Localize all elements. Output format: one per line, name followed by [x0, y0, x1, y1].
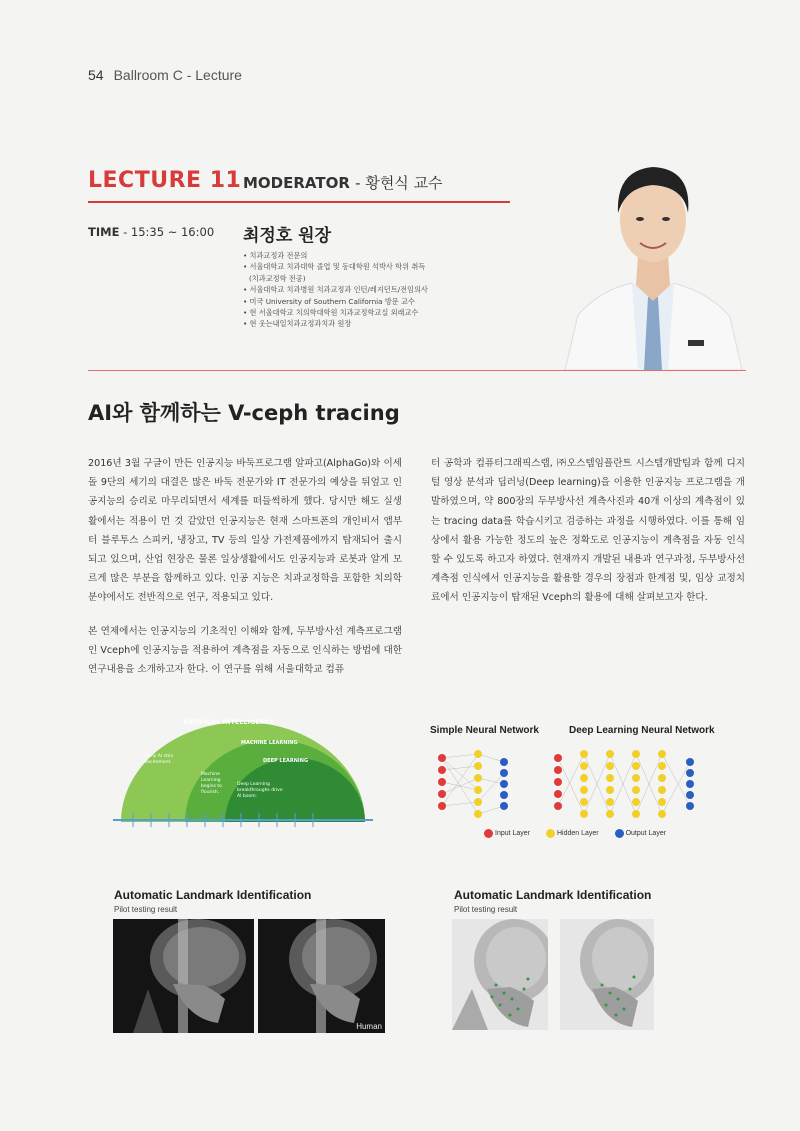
nn-legend — [484, 829, 666, 838]
bio-line: • 현 서울대학교 치의학대학원 치과교정학교실 외래교수 — [243, 308, 419, 318]
output-layer-swatch — [615, 829, 624, 838]
time-label: TIME — [88, 225, 120, 239]
section-divider — [88, 370, 746, 371]
landmark-left-title: Automatic Landmark Identification — [114, 888, 312, 902]
dl-label: DEEP LEARNING — [263, 758, 309, 764]
paragraph: 터 공학과 컴퓨터그래픽스랩, ㈜오스템임플란트 시스템개발팀과 함께 디지털 영상 분석과 딥러닝(Deep learning)을 이용한 인공지능 프로그램을 개발하였으며, 약 800장의 두부방사선 계측사진과 40개 이상의 계측점이 있는 tracing data를 학습시키고 검증하는 과정을 시행하였다. 이를 통해 임상에서 활용 가능한 정도의 높은 정확도로 인공지능이 계측점을 자동 인식할 수 있도록 하고자 하였다. 현재까지 개발된 내용과 연구과정, 두부방사선 계측점 인식에서 인공지능을 활용할 경우의 장점과 한계점 및, 임상 교정치료에서 인공지능이 탑재된 Vceph의 활용에 대해 살펴보고자 한다. — [431, 458, 745, 604]
speaker-photo — [560, 125, 746, 370]
bio-line: • 미국 University of Southern California 방문 교수 — [243, 296, 415, 306]
input-layer-swatch — [484, 829, 493, 838]
speaker-name: 최정호 원장 — [243, 226, 332, 246]
landmark-left-subtitle: Pilot testing result — [114, 905, 178, 914]
page-number: 54 — [88, 67, 104, 83]
body-left-column — [88, 454, 402, 693]
bio-line: • 현 웃는내일치과교정과치과 원장 — [243, 319, 352, 329]
landmark-right-title: Automatic Landmark Identification — [454, 888, 652, 902]
ml-label: MACHINE LEARNING — [241, 740, 298, 746]
bio-line: (치과교정학 전공) — [249, 273, 306, 283]
legend-label: Hidden Layer — [556, 830, 599, 838]
dl-desc-text: Deep Learning breakthroughs drive AI boom. — [237, 782, 283, 799]
running-header — [88, 67, 242, 83]
landmark-right-subtitle: Pilot testing result — [454, 905, 518, 914]
early-ai-text: Early AI stirs excitement. — [145, 754, 174, 765]
legend-label: Input Layer — [495, 830, 531, 838]
overlay-label: Human — [356, 1022, 382, 1031]
time-value: 15:35 ~ 16:00 — [130, 225, 215, 239]
bio-line: • 치과교정과 전문의 — [243, 251, 308, 260]
moderator-prefix: MODERATOR — [243, 174, 350, 192]
xray-image — [452, 919, 548, 1030]
moderator-dash: - — [355, 174, 366, 192]
legend-label: Output Layer — [625, 830, 667, 838]
paragraph: 본 연제에서는 인공지능의 기초적인 이해와 함께, 두부방사선 계측프로그램인 Vceph에 인공지능을 적용하여 계측점을 자동으로 인식하는 방법에 대한 연구내용을 소개하고자 한다. 이 연구를 위해 서울대학교 컴퓨 — [88, 625, 402, 676]
legend-item — [484, 830, 530, 837]
bio-line: • 서울대학교 치과병원 치과교정과 인턴/레지던트/전임의사 — [243, 285, 428, 295]
xray-image — [113, 919, 254, 1033]
speaker-bio — [243, 250, 523, 330]
body-right-column — [431, 454, 745, 622]
legend-item — [615, 830, 666, 837]
moderator-name: 황현식 교수 — [365, 174, 443, 192]
bio-line: • 서울대학교 치과대학 졸업 및 동대학원 석박사 학위 취득 — [243, 262, 426, 272]
paragraph: 2016년 3월 구글이 만든 인공지능 바둑프로그램 알파고(AlphaGo)와 이세돌 9단의 세기의 대결은 많은 바둑 전문가와 IT 전문가의 예상을 뒤엎고 인공지능의 승리로 마무리되면서 세계를 떠들썩하게 했다. 당시만 해도 실생활에서는 적용이 먼 것 같았던 인공지능은 현재 스마트폰의 개인비서 앱부터 블루투스 스피커, 냉장고, TV 등의 일상 가전제품에까지 탑재되어 출시되고 있으며, 산업 현장은 물론 일상생활에서도 인공지능과 로봇과 알게 모르게 많은 부분을 함께하고 있다. 인공 지능은 치과교정학을 포함한 치의학분야에서도 전반적으로 연구, 적용되고 있다. — [88, 458, 402, 604]
section-name: Ballroom C - Lecture — [113, 67, 242, 83]
hidden-layer-swatch — [546, 829, 555, 838]
ai-label: ARTIFICAL INTELLIGENCE — [183, 718, 275, 726]
time-line: TIME - 15:35 ~ 16:00 — [88, 225, 215, 239]
deep-nn-title: Deep Learning Neural Network — [569, 725, 715, 736]
xray-image — [258, 919, 385, 1033]
ml-desc-text: Machine Learning begins to flourish. — [201, 772, 222, 795]
ai-diagram — [113, 712, 373, 842]
lecture-label: LECTURE 11 — [88, 168, 242, 193]
article-title: AI와 함께하는 V-ceph tracing — [88, 401, 400, 425]
simple-nn-title: Simple Neural Network — [430, 725, 539, 736]
deep-nn-diagram — [550, 748, 720, 820]
legend-item — [546, 830, 599, 837]
xray-image — [560, 919, 654, 1030]
lecture-divider — [88, 201, 510, 203]
simple-nn-diagram — [432, 748, 524, 820]
moderator-line — [243, 172, 443, 193]
